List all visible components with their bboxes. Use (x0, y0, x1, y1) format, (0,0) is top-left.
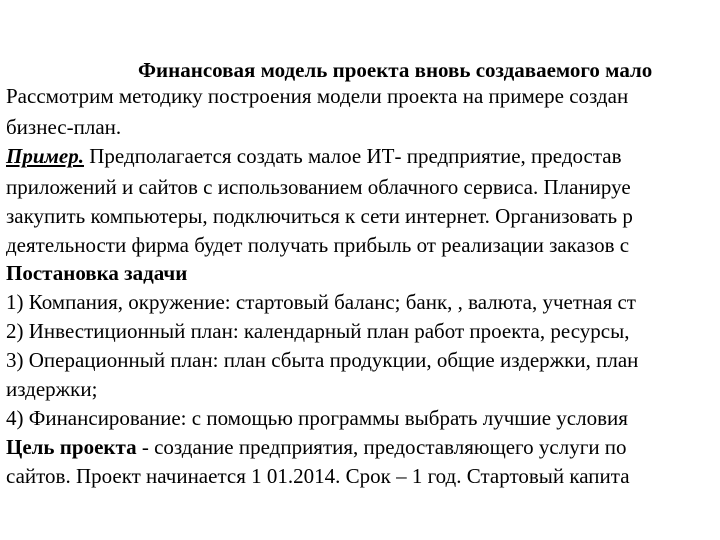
intro-line-1: Рассмотрим методику построения модели проекта на примере создан (6, 84, 629, 108)
task-item-3-line-2: издержки; (6, 377, 98, 401)
task-item-2: 2) Инвестиционный план: календарный план работ проекта, ресурсы, (6, 319, 630, 343)
example-line-4: деятельности фирма будет получать прибыль от реализации заказов с (6, 233, 630, 257)
slide-title: Финансовая модель проекта вновь создаваемого мало (138, 58, 653, 82)
example-line-3: закупить компьютеры, подключиться к сети интернет. Организовать р (6, 204, 633, 228)
goal-line-1 (6, 434, 627, 460)
task-heading: Постановка задачи (6, 261, 188, 285)
task-item-3-line-1: 3) Операционный план: план сбыта продукции, общие издержки, план (6, 348, 639, 372)
goal-label: Цель проекта (6, 435, 137, 459)
example-line-1-text: Предполагается создать малое ИТ- предприятие, предостав (83, 144, 622, 168)
intro-line-2: бизнес-план. (6, 115, 122, 139)
task-item-4: 4) Финансирование: с помощью программы выбрать лучшие условия (6, 406, 628, 430)
goal-line-2: сайтов. Проект начинается 1 01.2014. Срок – 1 год. Стартовый капита (6, 464, 630, 488)
goal-line-1-text: - создание предприятия, предоставляющего услуги по (136, 435, 627, 459)
task-item-1: 1) Компания, окружение: стартовый баланс; банк, , валюта, учетная ст (6, 290, 636, 314)
example-line-1 (6, 143, 622, 169)
example-line-2: приложений и сайтов с использованием облачного сервиса. Планируе (6, 175, 631, 199)
example-label: Пример. (6, 144, 84, 168)
